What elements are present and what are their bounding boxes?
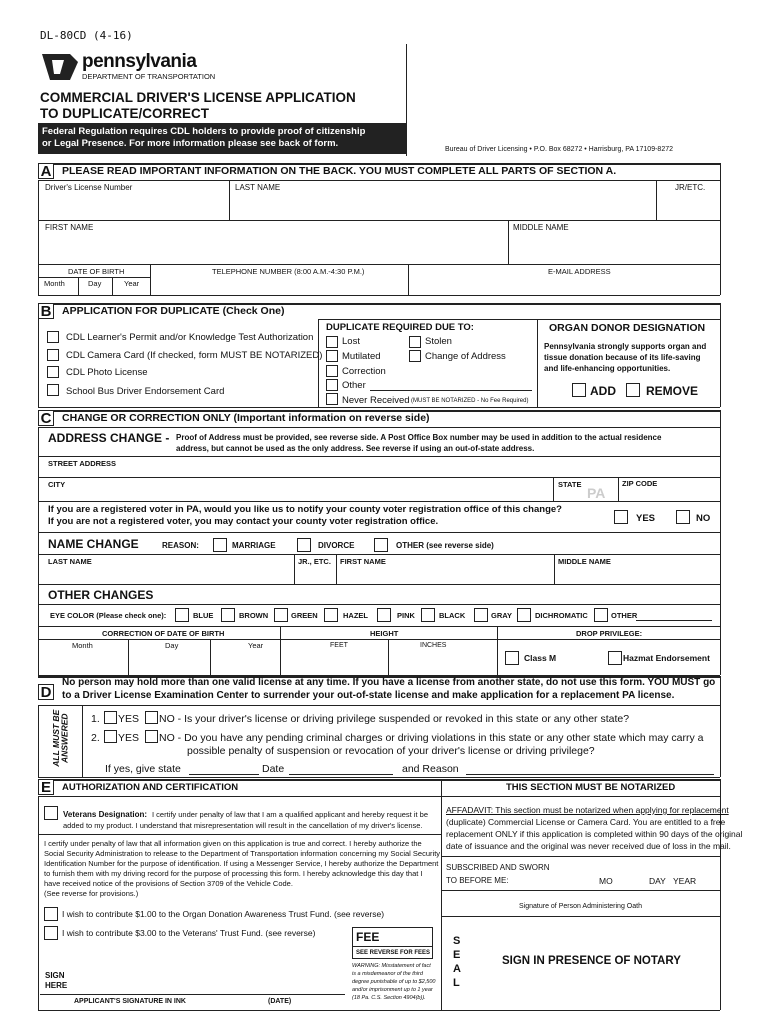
duplicate-due-heading: DUPLICATE REQUIRED DUE TO: [326,322,474,333]
eye-hazel-checkbox[interactable] [324,608,338,622]
applicant-signature-label: APPLICANT'S SIGNATURE IN INK [74,998,186,1005]
jr-etc-field[interactable] [658,195,718,219]
city-field[interactable] [40,490,550,500]
q2-yes-checkbox[interactable] [104,730,117,743]
hazmat-checkbox[interactable] [608,651,622,665]
first-name-label: FIRST NAME [45,223,94,232]
organ-remove-label: REMOVE [646,384,699,398]
organ-text-3: and life-enhancing opportunities. [544,364,671,373]
voter-question-1: If you are a registered voter in PA, would you like us to notify your county voter registration office of this change? [48,504,562,515]
voter-no-checkbox[interactable] [676,510,690,524]
warning-line-1: WARNING: Misstatement of fact [352,963,431,969]
section-d-letter: D [38,684,54,700]
section-c-heading: CHANGE OR CORRECTION ONLY (Important information on reverse side) [62,412,430,424]
veterans-contribution-checkbox[interactable] [44,926,58,940]
never-received-label: Never Received [342,395,410,406]
middle-name-field[interactable] [510,235,718,263]
notice-line1: Federal Regulation requires CDL holders to provide proof of citizenship [42,126,366,137]
affidavit-line-2: (duplicate) Commercial License or Camera Card. You are entitled to a free [446,817,726,827]
notice-line2: or Legal Presence. For more information please see back of form. [42,138,339,149]
section-a-heading: PLEASE READ IMPORTANT INFORMATION ON THE BACK. YOU MUST COMPLETE ALL PARTS OF SECTION A. [62,165,617,177]
if-yes-reason-label: and Reason [402,763,459,775]
street-address-field[interactable] [40,469,718,477]
organ-add-label: ADD [590,384,616,398]
eye-other-line[interactable] [636,620,712,621]
zip-label: ZIP CODE [622,479,658,488]
cert-line-5: have received notice of the provisions of Section 3709 of the Vehicle Code. [44,879,293,888]
cert-line-1: I certify under penalty of law that all information given on this application is true and correct. I hereby authorize the [44,839,422,848]
other-checkbox[interactable] [326,379,338,391]
other-reason-label: OTHER (see reverse side) [396,541,494,550]
section-c-letter: C [38,410,54,426]
if-yes-reason-line[interactable] [466,774,714,775]
cert-line-2: Social Security Administration to release to the Department of Transportation information concerning my Social Security [44,849,441,858]
other-changes-label: OTHER CHANGES [48,588,154,602]
last-name-field[interactable] [231,195,655,219]
cdob-year-field[interactable] [212,652,278,674]
mutilated-label: Mutilated [342,351,381,362]
email-field[interactable] [410,278,718,294]
all-must-be-answered [40,706,80,776]
nc-last-name-label: LAST NAME [48,557,92,566]
veterans-contribution-label: I wish to contribute $3.00 to the Veterans' Trust Fund. (see reverse) [62,928,316,938]
section-a-letter: A [38,163,54,179]
see-reverse-fees: SEE REVERSE FOR FEES [356,950,431,956]
telephone-label: TELEPHONE NUMBER (8:00 A.M.-4:30 P.M.) [212,267,365,276]
organ-contribution-checkbox[interactable] [44,907,58,921]
nc-last-name-field[interactable] [40,567,292,583]
q1-number: 1. [91,713,100,725]
drop-privilege-label: DROP PRIVILEGE: [576,629,643,638]
applicant-signature-line[interactable] [40,994,345,995]
applicant-date-label: (DATE) [268,998,292,1005]
warning-line-5: (18 Pa. C.S. Section 4904(b)). [352,995,426,1001]
affidavit-line-3: replacement ONLY if this application is completed within 90 days of the original [446,829,743,839]
state-label: STATE [558,480,582,489]
sign-in-presence-label: SIGN IN PRESENCE OF NOTARY [502,955,681,967]
eye-pink-checkbox[interactable] [377,608,391,622]
organ-text-2: tissue donation because of its life-saving [544,353,701,362]
q1-text: NO - Is your driver's license or driving privilege suspended or revoked in this state or any other state? [159,713,630,725]
lost-label: Lost [342,336,360,347]
organ-remove-checkbox[interactable] [626,383,640,397]
state-value: PA [587,485,606,501]
name-change-label: NAME CHANGE [48,537,139,551]
seal-l: L [453,977,460,989]
feet-label: FEET [330,642,348,649]
organ-add-checkbox[interactable] [572,383,586,397]
seal-a: A [453,963,461,975]
agency-name: pennsylvania [82,51,197,72]
cdob-month-field[interactable] [40,652,126,674]
cdl-camera-card-checkbox[interactable] [47,349,59,361]
lost-checkbox[interactable] [326,336,338,348]
voter-yes-checkbox[interactable] [614,510,628,524]
warning-line-2: is a misdemeanor of the third [352,971,423,977]
form-title-line1: COMMERCIAL DRIVER'S LICENSE APPLICATION [40,90,356,105]
warning-line-3: degree punishable of up to $2,500 [352,979,436,985]
eye-green-checkbox[interactable] [274,608,288,622]
fee-label: FEE [356,930,380,944]
form-title-line2: TO DUPLICATE/CORRECT [40,106,210,121]
height-inches-field[interactable] [390,652,495,674]
never-received-note: (MUST BE NOTARIZED - No Fee Required) [411,398,529,404]
organ-contribution-label: I wish to contribute $1.00 to the Organ Donation Awareness Trust Fund. (see reverse) [62,909,385,919]
correction-label: Correction [342,366,386,377]
q2-text-1: NO - Do you have any pending criminal charges or driving violations in this state or any other state which may carry a [159,732,704,744]
q2-text-2: possible penalty of suspension or revocation of your driver's license or driving privilege? [187,745,595,757]
voter-no-label: NO [696,513,711,524]
veterans-text-1: I certify under penalty of law that I am a qualified applicant and hereby request it be [152,810,428,819]
marriage-checkbox[interactable] [213,538,227,552]
height-feet-field[interactable] [282,652,386,674]
section-d-notice-1: No person may hold more than one valid license at any time. If you have a license from another state, do not use this form. YOU MUST go [62,677,716,688]
notary-mo-label: MO [599,876,613,886]
cdl-permit-checkbox[interactable] [47,331,59,343]
organ-text-1: Pennsylvania strongly supports organ and [544,342,707,351]
address-note-1: Proof of Address must be provided, see reverse side. A Post Office Box number may be used in addition to the actual residence [176,433,662,442]
bureau-address: Bureau of Driver Licensing • P.O. Box 68272 • Harrisburg, PA 17109-8272 [445,146,673,153]
street-address-label: STREET ADDRESS [48,459,117,468]
school-bus-label: School Bus Driver Endorsement Card [66,386,225,397]
section-b-heading: APPLICATION FOR DUPLICATE (Check One) [62,305,285,317]
veterans-designation-label: Veterans Designation: [63,810,148,819]
address-change-label: ADDRESS CHANGE - [48,431,170,445]
stolen-checkbox[interactable] [409,336,421,348]
eye-brown-checkbox[interactable] [221,608,235,622]
cdob-year-label: Year [248,641,264,650]
warning-line-4: and/or imprisonment up to 1 year [352,987,433,993]
eye-other-checkbox[interactable] [594,608,608,622]
affidavit-line-4: date of issuance and the original was never received due of loss in the mail. [446,841,731,851]
side-label-2: ANSWERED [59,713,70,764]
cert-line-3: Identification Number for the purpose of identification. If using a Messenger Service, I hereby authorize the Department [44,859,439,868]
cert-line-6: (See reverse for provisions.) [44,889,139,898]
other-label: Other [342,380,366,391]
if-yes-date-line[interactable] [289,774,393,775]
section-d-notice-2: to a Driver License Examination Center to surrender your out-of-state license and make application for a replacement PA license. [62,690,675,701]
eye-dichromatic-checkbox[interactable] [517,608,531,622]
if-yes-date-label: Date [262,763,285,775]
eye-blue-label: BLUE [193,611,214,620]
voter-question-2: If you are not a registered voter, you may contact your county voter registration office. [48,516,439,527]
cert-line-4: to furnish them with my driving record for the purpose of processing this form. I hereby acknowledge this day that I [44,869,423,878]
subscribed-line-2: TO BEFORE ME: [446,876,509,885]
class-m-label: Class M [524,653,557,663]
section-e-letter: E [38,779,54,795]
nc-first-name-label: FIRST NAME [340,557,386,566]
never-received-checkbox[interactable] [326,393,338,405]
if-yes-state-label: If yes, give state [105,763,181,775]
eye-black-checkbox[interactable] [421,608,435,622]
change-of-address-checkbox[interactable] [409,350,421,362]
eye-blue-checkbox[interactable] [175,608,189,622]
hazmat-label: Hazmat Endorsement [623,653,710,663]
city-label: CITY [48,480,66,489]
form-id: DL-80CD (4-16) [40,29,133,42]
middle-name-label: MIDDLE NAME [513,223,569,232]
seal-e: E [453,949,461,961]
drivers-license-number-label: Driver's License Number [45,183,133,192]
cdob-month-label: Month [72,641,93,650]
height-label: HEIGHT [370,629,399,638]
sign-label: SIGN [45,971,65,980]
class-m-checkbox[interactable] [505,651,519,665]
here-label: HERE [45,981,68,990]
nc-first-name-field[interactable] [338,567,552,583]
nc-middle-name-label: MIDDLE NAME [558,557,611,566]
school-bus-checkbox[interactable] [47,384,59,396]
stolen-label: Stolen [425,336,452,347]
cdl-photo-license-label: CDL Photo License [66,367,148,378]
veterans-text-2: added to my product. I understand that misrepresentation will result in the cancellation of my driver's license. [63,821,423,830]
jr-etc-label: JR/ETC. [675,183,706,192]
marriage-label: MARRIAGE [232,541,276,550]
divorce-label: DIVORCE [318,541,355,550]
affidavit-line-1: AFFADAVIT: This section must be notarized when applying for replacement [446,805,729,815]
correction-dob-label: CORRECTION OF DATE OF BIRTH [102,629,225,638]
veterans-designation-checkbox[interactable] [44,806,58,820]
telephone-field[interactable] [152,278,406,294]
nc-jr-etc-label: JR., ETC. [298,557,331,566]
q1-yes-checkbox[interactable] [104,711,117,724]
drivers-license-number-field[interactable] [40,195,228,219]
divorce-checkbox[interactable] [297,538,311,552]
cdl-photo-license-checkbox[interactable] [47,366,59,378]
eye-gray-label: GRAY [491,611,512,620]
dob-day-label: Day [88,279,102,288]
q2-yes-label: YES [118,732,140,744]
zip-field[interactable] [620,489,718,500]
address-note-2: address, but cannot be used as the only address. See reverse if using an out-of-state address. [176,444,535,453]
inches-label: INCHES [420,642,447,649]
notary-signature-label: Signature of Person Administering Oath [519,903,642,910]
eye-black-label: BLACK [439,611,466,620]
voter-yes-label: YES [636,513,656,524]
q1-yes-label: YES [118,713,140,725]
notary-year-label: YEAR [673,876,697,886]
notary-day-label: DAY [649,876,666,886]
eye-hazel-label: HAZEL [343,611,368,620]
side-label-1: ALL MUST BE [51,709,62,767]
correction-checkbox[interactable] [326,365,338,377]
cdob-day-label: Day [165,641,179,650]
dob-month-label: Month [44,279,65,288]
q2-no-checkbox[interactable] [145,730,158,743]
eye-pink-label: PINK [397,611,415,620]
other-reason-checkbox[interactable] [374,538,388,552]
eye-gray-checkbox[interactable] [474,608,488,622]
email-label: E-MAIL ADDRESS [548,267,611,276]
cdl-camera-card-label: CDL Camera Card (If checked, form MUST BE NOTARIZED) [66,350,323,361]
dob-year-label: Year [124,279,140,288]
other-reason-line[interactable] [370,390,532,391]
change-of-address-label: Change of Address [425,351,506,362]
if-yes-state-line[interactable] [189,774,259,775]
eye-other-label: OTHER [611,611,638,620]
first-name-field[interactable] [40,235,506,263]
q1-no-checkbox[interactable] [145,711,158,724]
eye-color-label: EYE COLOR (Please check one): [50,611,167,620]
eye-green-label: GREEN [291,611,318,620]
section-e-heading: AUTHORIZATION AND CERTIFICATION [62,782,239,793]
eye-dichromatic-label: DICHROMATIC [535,611,588,620]
section-b-letter: B [38,303,54,319]
cdob-day-field[interactable] [130,652,208,674]
mutilated-checkbox[interactable] [326,350,338,362]
keystone-logo-icon [40,52,80,87]
eye-brown-label: BROWN [239,611,269,620]
subscribed-line-1: SUBSCRIBED AND SWORN [446,863,550,872]
cdl-permit-label: CDL Learner's Permit and/or Knowledge Test Authorization [66,332,314,343]
notarized-heading: THIS SECTION MUST BE NOTARIZED [506,782,676,793]
dob-label: DATE OF BIRTH [68,267,125,276]
q2-number: 2. [91,732,100,744]
seal-s: S [453,935,461,947]
agency-dept: DEPARTMENT OF TRANSPORTATION [82,72,216,81]
organ-donor-heading: ORGAN DONOR DESIGNATION [549,322,706,334]
last-name-label: LAST NAME [235,183,281,192]
reason-label: REASON: [162,541,199,550]
